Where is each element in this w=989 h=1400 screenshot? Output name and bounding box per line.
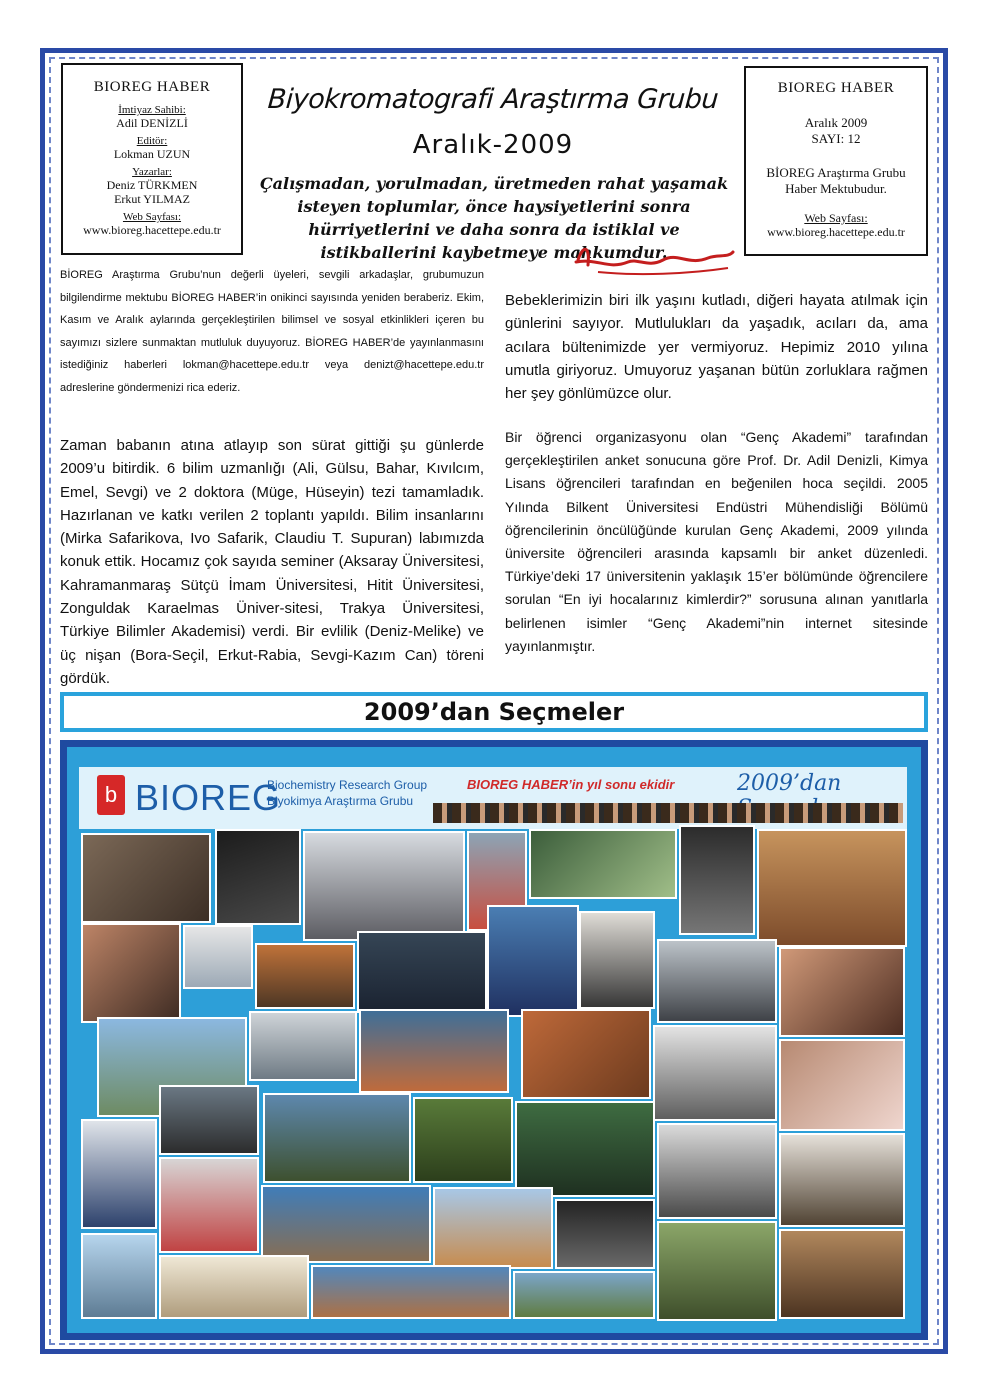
photo-soccer-team [263,1093,411,1183]
photo-exhibit [159,1255,309,1319]
collage-slogan: BIOREG HABER’in yıl sonu ekidir [467,777,675,792]
photo-friends [779,947,905,1037]
web-label: Web Sayfası: [122,211,182,223]
photo-mother-baby [81,923,181,1023]
photo-children [255,943,355,1009]
photo-forest [413,1097,513,1183]
photo-dark-room [215,829,301,925]
photo-collage-frame [60,740,928,1340]
section-banner: 2009’dan Seçmeler [60,692,928,732]
article-right-column-2: Bir öğrenci organizasyonu olan “Genç Akademi” tarafından gerçekleştirilen anket sonucuna göre Prof. Dr. Adil Denizli, Kimya Lisans öğrencileri tarafından en beğenilen hoca seçildi. 2005 Yılında Bilkent Üniversitesi Endüstri Mühendisliği Bölümü öğrencilerinin öncülüğünde kurulan Genç Akademi, 2009 yılında üniversite öğrencileri arasında kapsamlı bir anket düzenledi. Türkiye’deki 17 üniversitenin yaklaşık 15’er bölümünde öğrencilere sorulan “En iyi hocalarınız kimlerdir?” sorusuna alınan yanıtlarla belirlenen isimler “Genç Akademi”nin internet sitesinde yayınlanmıştır. [505,429,928,654]
photo-classroom [159,1085,259,1155]
photo-collage [67,747,921,1333]
photo-wedding [779,1133,905,1227]
photo-conference [357,931,487,1013]
photo-team [359,1009,509,1093]
collage-header [79,767,907,829]
group-name-tr: Biyokimya Araştırma Grubu [267,794,414,808]
photo-mother-child [779,1039,905,1131]
collage-brand: BIOREG [135,777,282,818]
photo-baby-bed [521,1009,651,1099]
web-label: Web Sayfası: [804,211,868,225]
photo-hall [81,1119,157,1229]
photo-cake [159,1157,259,1253]
photo-lecture [555,1199,655,1269]
editor-label: Editör: [136,135,168,147]
photo-corridor [249,1011,357,1081]
photo-painting [487,905,579,1017]
photo-park [515,1101,655,1197]
photo-building [757,829,907,947]
newsletter-date: Aralık-2009 [412,130,574,160]
group-name-en: Biochemistry Research Group [267,778,428,792]
article-left-column: Zaman babanın atına atlayıp son sürat gittiği şu günlerde 2009’u bitirdik. 6 bilim uzmanlığı (Ali, Gülsu, Bahar, Kıvılcım, Emel, Sevgi) ve 2 doktora (Müge, Hüseyin) tezi tamamladık. Hazırlanan ve katkı verilen 2 toplantı yapıldı. Bilim insanlarını (Mirka Safarikova, Ivo Safarik, Claudiu T. Supuran) labımızda konuk ettik. Hocamız çok sayıda seminer (Aksaray Üniversitesi, Kahramanmaraş Sütçü İmam Üniversitesi, Hitit Üniversitesi, Zonguldak Karaelmas Üniver-sitesi, Trakya Üniversitesi, Türkiye Bilimler Akademisi) verdi. Bir evlilik (Deniz-Melike) ve üç nişan (Bora-Seçil, Erkut-Rabia, Sevgi-Kazım Can) töreni gördük. [60,437,484,687]
photo-ceremony [653,1025,777,1121]
author-2: Erkut YILMAZ [114,192,190,206]
box-title: BIOREG HABER [93,79,211,95]
newsletter-title: Biyokromatografi Araştırma Grubu [266,84,720,115]
photo-seaside [81,1233,157,1319]
editor-name: Lokman UZUN [113,147,191,161]
photo-group-table [81,833,211,923]
collage-header-title: 2009’dan [737,771,842,796]
photo-trip [311,1265,511,1319]
intro-paragraph: BİOREG Araştırma Grubu’nun değerli üyeleri, sevgili arkadaşlar, grubumuzun bilgilendirme mektubu BİOREG HABER’in onikinci sayısında yeniden beraberiz. Ekim, Kasım ve Aralık aylarında gerçekleştirilen bilimsel ve sosyal etkinlikleri içeren bu sayımızı sizlere sunmaktan mutluluk duyuyoruz. BİOREG HABER’de yayınlanmasını istediğiniz haberleri lokman@hacettepe.edu.tr veya denizt@hacettepe.edu.tr adreslerine göndermenizi rica ederiz. [60,269,484,394]
owner-label: İmtiyaz Sahibi: [118,104,186,116]
photo-lab [183,925,253,989]
owner-name: Adil DENİZLİ [116,116,188,130]
issue-date: Aralık 2009 [804,115,868,130]
photo-beach [433,1187,553,1269]
box-title: BIOREG HABER [777,80,895,96]
box-desc-2: Haber Mektubudur. [785,181,887,196]
photo-group-hall [657,939,777,1023]
author-1: Deniz TÜRKMEN [106,178,198,192]
box-desc-1: BİOREG Araştırma Grubu [766,165,906,180]
masthead-right-box [744,66,928,256]
bioreg-logo-icon: b [97,775,125,815]
photo-award [579,911,655,1009]
collage-group-name [267,777,427,809]
ataturk-signature [568,240,738,280]
article-right-column-1: Bebeklerimizin biri ilk yaşını kutladı, diğeri hayata atılmak için günlerini sayıyor. Mutlulukları da yaşadık, acıları da, ama acılara bültenimizde yer vermiyoruz. Hepimiz 2010 yılına umutla giriyoruz. Umuyoruz yaşanan bütün zorluklara rağmen her şey gönlümüzce olur. [505,292,928,403]
photo-board-game [657,1221,777,1321]
web-address: www.bioreg.hacettepe.edu.tr [767,225,905,239]
faces-strip [433,803,903,823]
photo-crowd [261,1185,431,1263]
photo-office [657,1123,777,1219]
photo-dinner [779,1229,905,1319]
issue-number: SAYI: 12 [811,131,861,146]
photo-room-plants [529,829,677,899]
authors-label: Yazarlar: [132,166,172,178]
ataturk-quote: Çalışmadan, yorulmadan, üretmeden rahat yaşamak isteyen toplumlar, önce haysiyetlerini sonra hürriyetlerini ve daha sonra da istiklal ve istikballerini kaybetmeye mahkumdur. [259,174,729,262]
photo-group-photo [303,831,465,941]
photo-hike [513,1271,655,1319]
photo-dark [679,825,755,935]
masthead-left-box [61,63,243,255]
web-address: www.bioreg.hacettepe.edu.tr [83,223,221,237]
